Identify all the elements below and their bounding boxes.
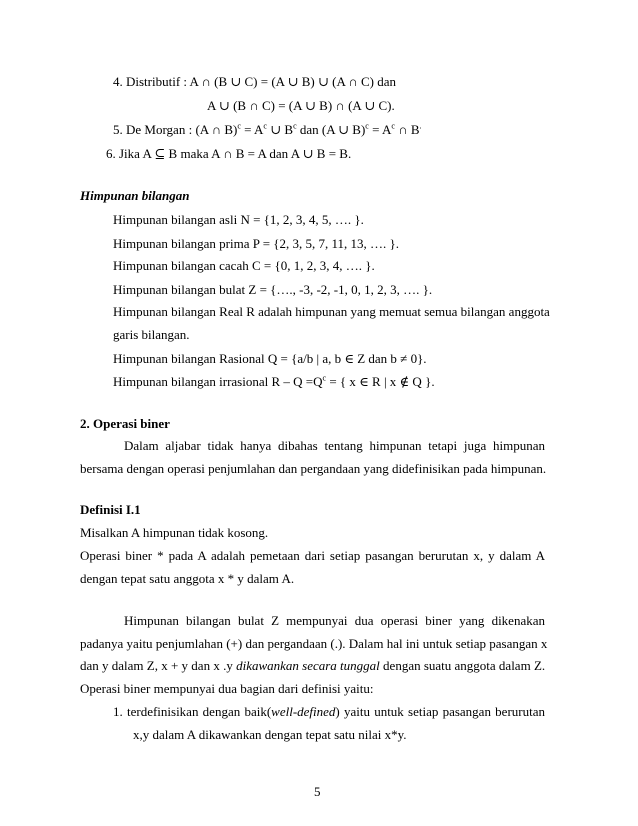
list-item-5: 5. De Morgan : (A ∩ $B)^c = A^c$ ∪ $B^c$ dan (A ∪ $B)^c = A^c$ ∩ B. — [113, 121, 422, 137]
definition-line1: Misalkan A himpunan tidak kosong. — [80, 525, 269, 540]
himpunan-real-line1: Himpunan bilangan Real R adalah himpunan yang memuat semua bilangan anggota — [113, 304, 550, 319]
bulat-paragraph-line4: Operasi biner mempunyai dua bagian dari definisi yaitu: — [80, 681, 374, 696]
himpunan-prima: Himpunan bilangan prima P = {2, 3, 5, 7, 11, 13, …. }. — [113, 236, 400, 251]
section-heading-himpunan: Himpunan bilangan — [80, 188, 190, 203]
bulat-paragraph-line1: Himpunan bilangan bulat Z mempunyai dua operasi biner yang dikenakan — [124, 613, 545, 628]
himpunan-real-line2: garis bilangan. — [113, 327, 190, 342]
definition-line3: dengan tepat satu anggota x * y dalam A. — [80, 571, 295, 586]
himpunan-asli: Himpunan bilangan asli N = {1, 2, 3, 4, 5, …. }. — [113, 212, 364, 227]
list-item-4-line1: 4. Distributif : A ∩ (B ∪ C) = (A ∪ B) ∪ (A ∩ C) dan — [113, 74, 397, 89]
bulat-paragraph-line2: padanya yaitu penjumlahan (+) dan pergandaan (.). Dalam hal ini untuk setiap pasangan x — [80, 636, 548, 651]
himpunan-cacah: Himpunan bilangan cacah C = {0, 1, 2, 3, 4, …. }. — [113, 258, 375, 273]
definition-heading: Definisi I.1 — [80, 502, 141, 517]
himpunan-rasional: Himpunan bilangan Rasional Q = {a/b | a, b ∈ Z dan b ≠ 0}. — [113, 351, 427, 366]
definition-line2: Operasi biner * pada A adalah pemetaan dari setiap pasangan berurutan x, y dalam A — [80, 548, 545, 563]
operasi-paragraph-line1: Dalam aljabar tidak hanya dibahas tentang himpunan tetapi juga himpunan — [124, 438, 545, 453]
bulat-paragraph-line3: dan y dalam Z, x + y dan x .y dikawankan secara tunggal dengan suatu anggota dalam Z. — [80, 658, 546, 673]
list-item-well-defined-line1: 1. terdefinisikan dengan baik(well-defined) yaitu untuk setiap pasangan berurutan — [113, 704, 545, 719]
list-item-4-line2: A ∪ (B ∩ C) = (A ∪ B) ∩ (A ∪ C). — [207, 98, 395, 113]
operasi-paragraph-line2: bersama dengan operasi penjumlahan dan pergandaan yang didefinisikan pada himpunan. — [80, 461, 547, 476]
section-heading-operasi-biner: 2. Operasi biner — [80, 416, 170, 431]
himpunan-irrasional: Himpunan bilangan irrasional $R - Q =Q^c$ = { x ∈ R | x ∉ Q }. — [113, 373, 435, 389]
page-number: 5 — [314, 784, 321, 799]
himpunan-bulat: Himpunan bilangan bulat Z = {…., -3, -2, -1, 0, 1, 2, 3, …. }. — [113, 282, 433, 297]
list-item-6: 6. Jika A ⊆ B maka A ∩ B = A dan A ∪ B = B. — [106, 146, 352, 161]
list-item-well-defined-line2: x,y dalam A dikawankan dengan tepat satu nilai x*y. — [133, 727, 407, 742]
